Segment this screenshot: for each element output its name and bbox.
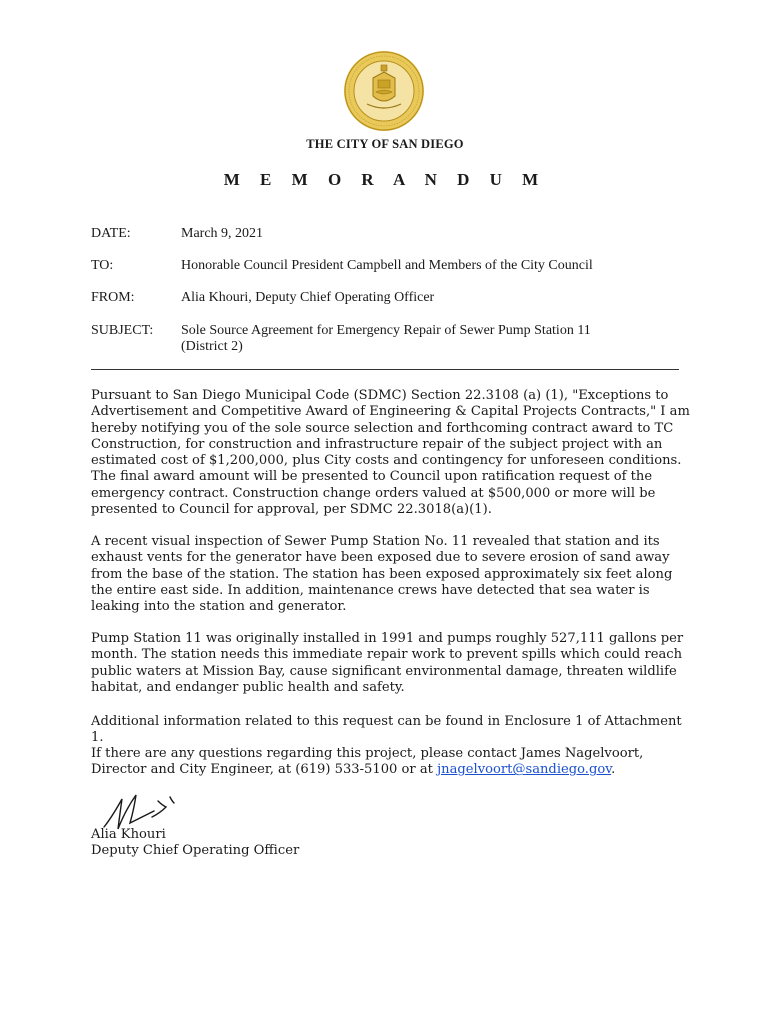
subject-line-2: (District 2): [181, 339, 243, 354]
to-label: TO:: [91, 258, 114, 273]
signer-title: Deputy Chief Operating Officer: [91, 843, 300, 859]
date-label: DATE:: [91, 226, 131, 241]
paragraph-5-text: If there are any questions regarding this project, please contact James Nagelvoort, Director and City Engineer, at (619) 533-5100 or at: [91, 746, 644, 778]
paragraph-4: Additional information related to this request can be found in Enclosure 1 of Attachment 1.: [91, 714, 682, 746]
date-value: March 9, 2021: [181, 226, 264, 241]
city-name: THE CITY OF SAN DIEGO: [306, 137, 464, 151]
paragraph-5-end: .: [611, 762, 616, 778]
from-value: Alia Khouri, Deputy Chief Operating Officer: [181, 290, 435, 305]
from-label: FROM:: [91, 290, 135, 305]
paragraph-1: Pursuant to San Diego Municipal Code (SDMC) Section 22.3108 (a) (1), "Exceptions to Advertisement and Competitive Award of Engineering & Capital Projects Contracts," I am hereby notifying you of the sole source selection and forthcoming contract award to TC Construction, for construction and infrastructure repair of the subject project with an estimated cost of $1,200,000, plus City costs and contingency for unforeseen conditions. The final award amount will be presented to Council upon ratification request of the emergency contract. Construction change orders valued at $500,000 or more will be presented to Council for approval, per SDMC 22.3018(a)(1).: [91, 388, 690, 518]
paragraph-2: A recent visual inspection of Sewer Pump Station No. 11 revealed that station and its exhaust vents for the generator have been exposed due to severe erosion of sand away from the base of the station. The station has been exposed approximately six feet along the entire east side. In addition, maintenance crews have detected that sea water is leaking into the station and generator.: [91, 534, 673, 615]
paragraph-5: [91, 746, 696, 779]
subject-value: [181, 323, 701, 355]
signer-block: [91, 827, 299, 860]
memo-title: M E M O R A N D U M: [223, 170, 547, 189]
to-value: Honorable Council President Campbell and Members of the City Council: [181, 258, 593, 273]
contact-email-link[interactable]: jnagelvoort@sandiego.gov: [437, 762, 612, 778]
header-divider: [91, 369, 679, 370]
paragraph-3: Pump Station 11 was originally installed in 1991 and pumps roughly 527,111 gallons per month. The station needs this immediate repair work to prevent spills which could reach public waters at Mission Bay, cause significant environmental damage, threaten wildlife habitat, and endanger public health and safety.: [91, 631, 684, 695]
subject-line-1: Sole Source Agreement for Emergency Repair of Sewer Pump Station 11: [181, 323, 591, 338]
signer-name: Alia Khouri: [91, 827, 166, 842]
subject-label: SUBJECT:: [91, 323, 154, 338]
city-seal-logo: [343, 50, 425, 132]
